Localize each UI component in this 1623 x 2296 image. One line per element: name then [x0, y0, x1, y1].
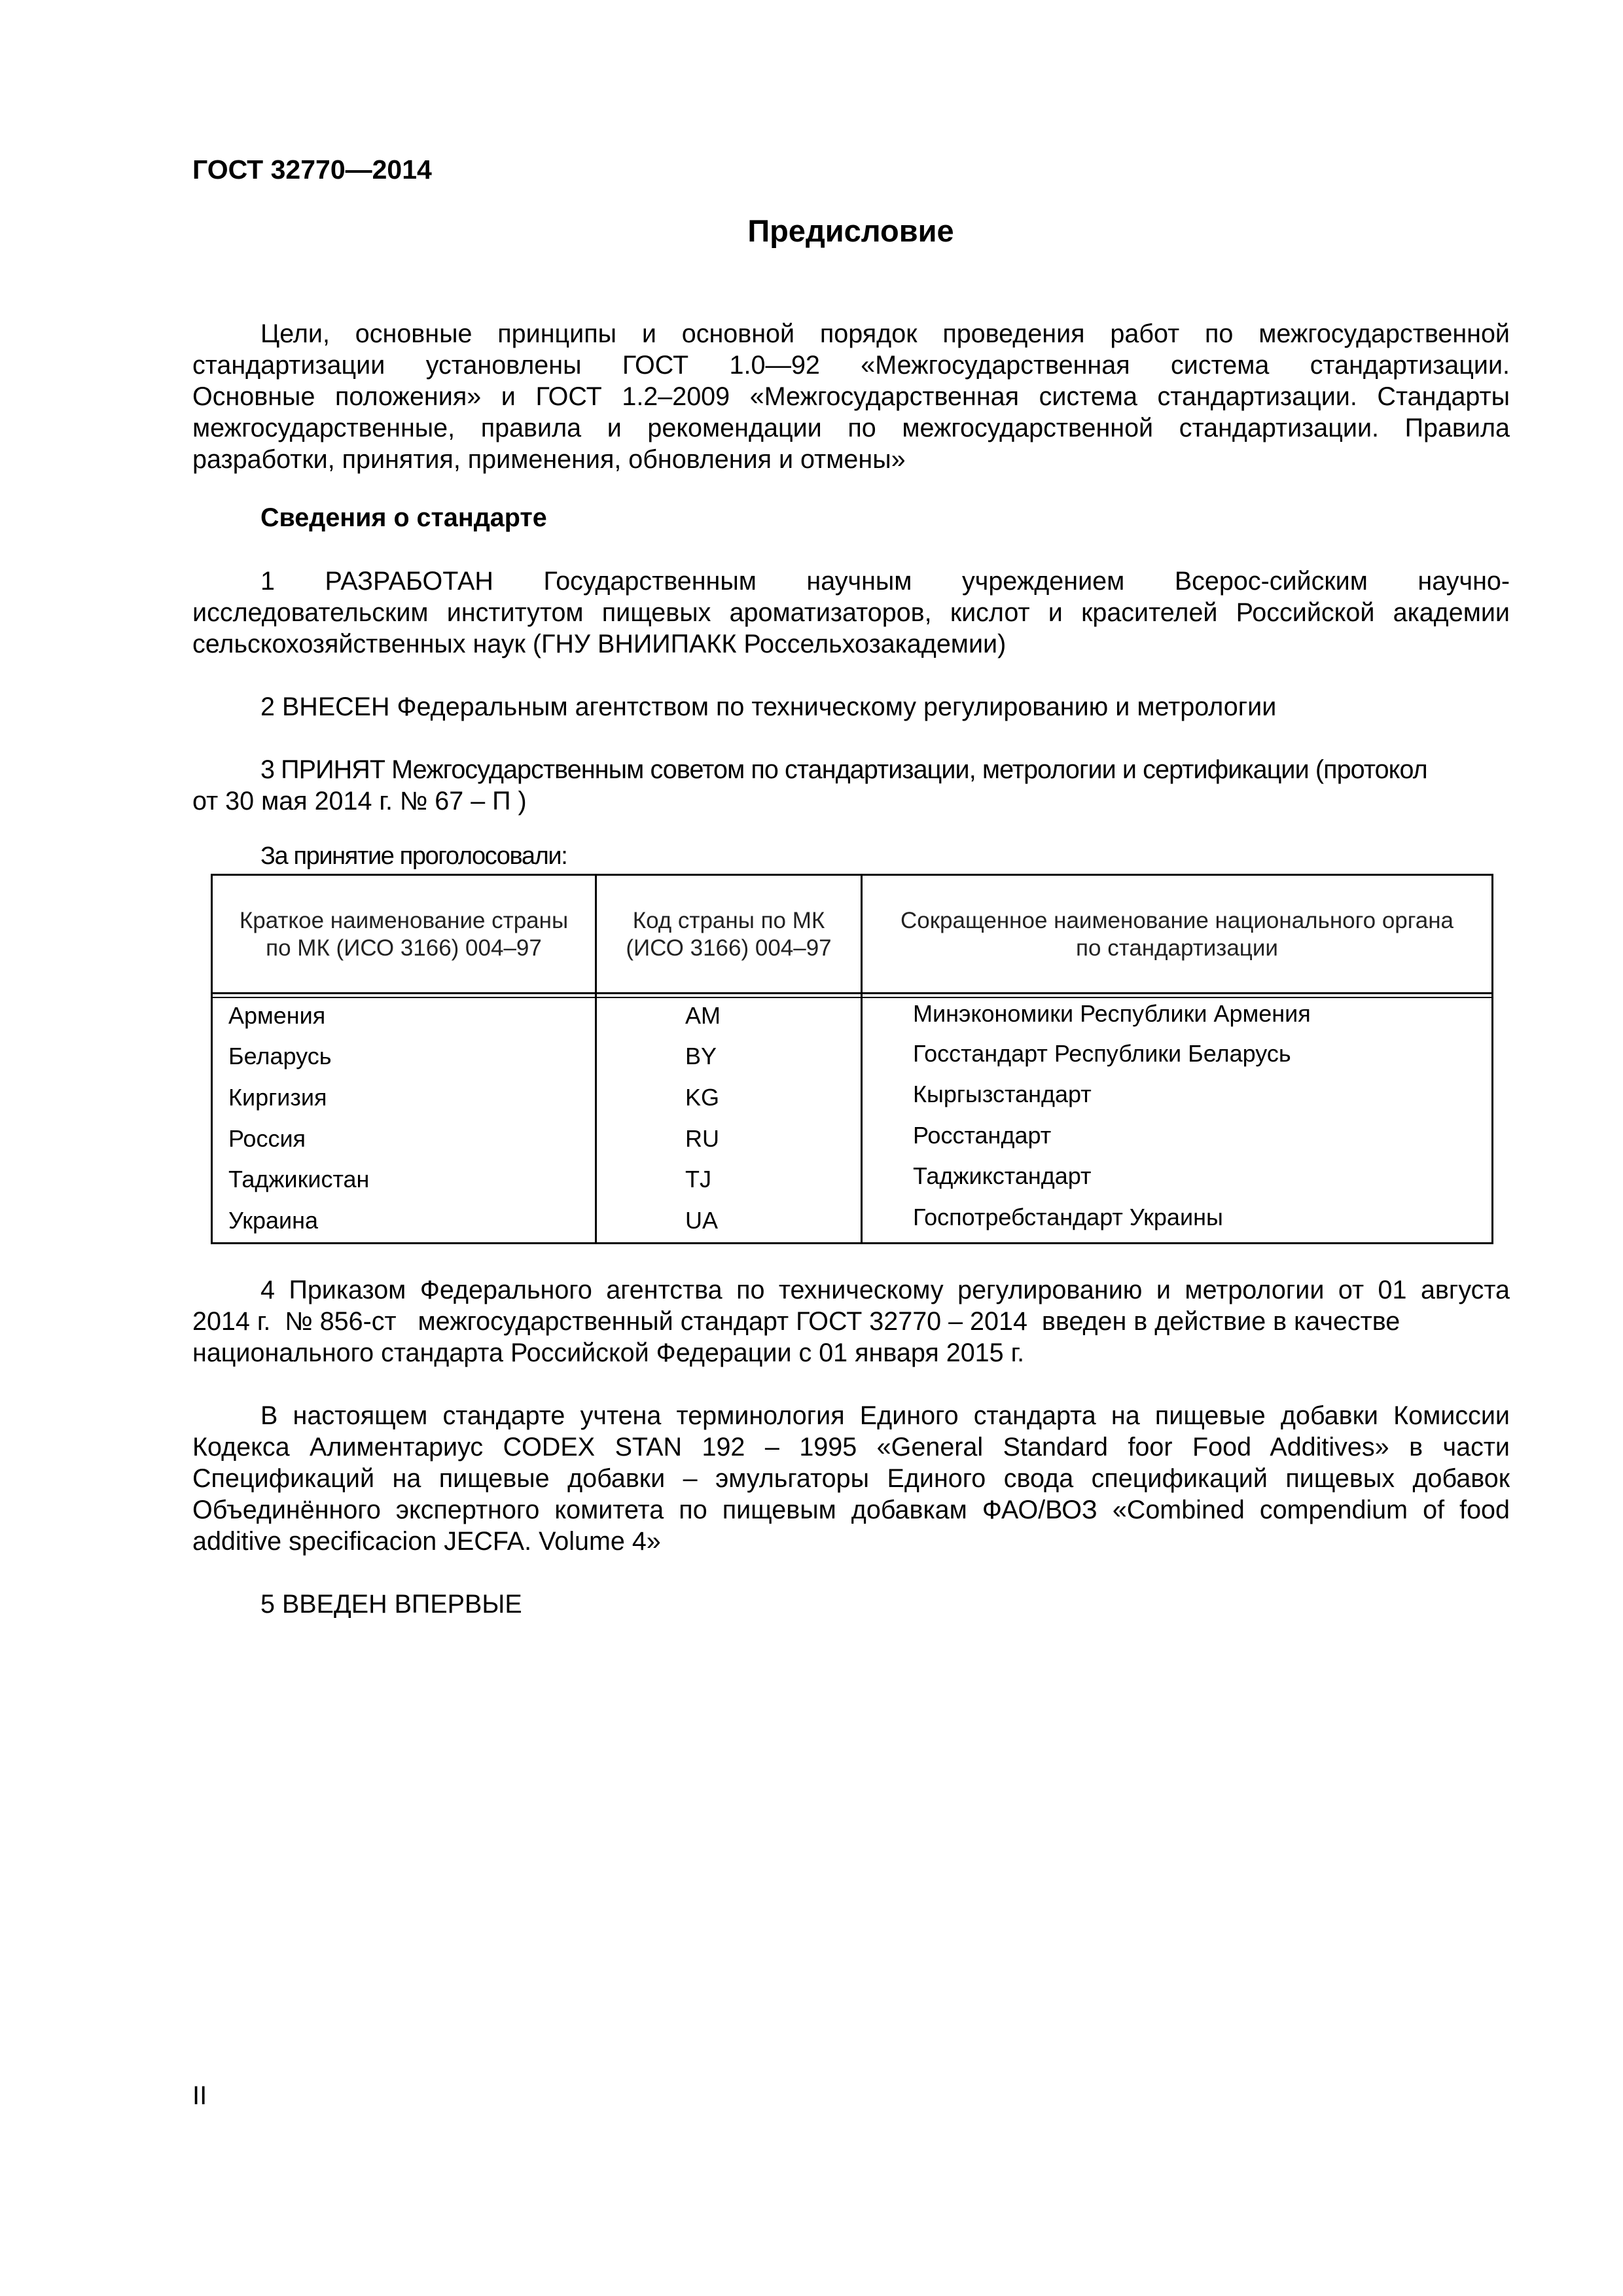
item-1-line: исследовательским институтом пищевых ароматизаторов, кислот и красителей Российской академии [192, 598, 1510, 627]
table-cell-country: Армения [228, 1002, 326, 1029]
table-caption: За принятие проголосовали: [260, 842, 567, 870]
table-cell-code: RU [685, 1125, 719, 1152]
item-3-line: от 30 мая 2014 г. № 67 – П ) [192, 787, 527, 816]
intro-line: Основные положения» и ГОСТ 1.2–2009 «Межгосударственная система стандартизации. Стандарты [192, 382, 1510, 411]
table-cell-code: UA [685, 1207, 719, 1234]
table-header-body [863, 907, 1491, 962]
table-header-text: Сокращенное наименование национального органа [900, 908, 1454, 933]
table-cell-body: Госпотребстандарт Украины [913, 1204, 1223, 1230]
table-header-code [597, 907, 861, 962]
codex-line: additive specificacion JECFA. Volume 4» [192, 1527, 661, 1556]
codex-line: Спецификаций на пищевые добавки – эмульгаторы Единого свода спецификаций пищевых добавок [192, 1464, 1510, 1493]
table-cell-body: Госстандарт Республики Беларусь [913, 1040, 1291, 1067]
item-2: 2 ВНЕСЕН Федеральным агентством по техническому регулированию и метрологии [260, 692, 1277, 721]
table-header-text: по МК (ИСО 3166) 004–97 [266, 935, 542, 961]
info-heading: Сведения о стандарте [260, 503, 547, 532]
item-5: 5 ВВЕДЕН ВПЕРВЫЕ [260, 1590, 522, 1619]
item-4-line: национального стандарта Российской Федерации с 01 января 2015 г. [192, 1338, 1025, 1367]
intro-line: межгосударственные, правила и рекомендации по межгосударственной стандартизации. Правила [192, 414, 1510, 442]
page-header: ГОСТ 32770—2014 [192, 154, 432, 185]
table-header-text: Краткое наименование страны [239, 908, 569, 933]
table-cell-country: Таджикистан [228, 1166, 370, 1193]
codex-line: Объединённого экспертного комитета по пищевым добавкам ФАО/ВОЗ «Combined compendium of food [192, 1496, 1510, 1524]
table-header-country [213, 907, 595, 962]
codex-line: Кодекса Алиментариус CODEX STAN 192 – 1995 «General Standard foor Food Additives» в части [192, 1433, 1510, 1462]
table-cell-body: Таджикстандарт [913, 1162, 1092, 1189]
table-cell-code: AM [685, 1002, 721, 1029]
intro-line: стандартизации установлены ГОСТ 1.0—92 «Межгосударственная система стандартизации. [192, 351, 1510, 380]
table-cell-body: Росстандарт [913, 1122, 1052, 1149]
table-cell-code: KG [685, 1084, 720, 1111]
table-cell-country: Киргизия [228, 1084, 327, 1111]
table-cell-body: Минэкономики Республики Армения [913, 1000, 1311, 1027]
table-cell-code: TJ [685, 1166, 711, 1193]
item-3-line: 3 ПРИНЯТ Межгосударственным советом по стандартизации, метрологии и сертификации (протокол [260, 755, 1427, 784]
item-1-line: сельскохозяйственных наук (ГНУ ВНИИПАКК Россельхозакадемии) [192, 630, 1007, 658]
table-header-text: Код страны по МК [632, 908, 825, 933]
page-number: II [192, 2081, 207, 2110]
table-cell-code: BY [685, 1043, 717, 1069]
page-title: Предисловие [747, 213, 954, 248]
table-cell-body: Кыргызстандарт [913, 1081, 1092, 1107]
member-states-table [211, 874, 1493, 1244]
table-cell-country: Беларусь [228, 1043, 332, 1069]
codex-line: В настоящем стандарте учтена терминология Единого стандарта на пищевые добавки Комиссии [260, 1401, 1510, 1430]
table-header-text: по стандартизации [1076, 935, 1278, 961]
table-cell-country: Украина [228, 1207, 319, 1234]
table-header-text: (ИСО 3166) 004–97 [626, 935, 832, 961]
intro-line: разработки, принятия, применения, обновления и отмены» [192, 445, 906, 474]
intro-line: Цели, основные принципы и основной порядок проведения работ по межгосударственной [260, 319, 1510, 348]
item-4-line: 2014 г. № 856-ст межгосударственный стандарт ГОСТ 32770 – 2014 введен в действие в качестве [192, 1307, 1400, 1336]
table-header-rule [213, 992, 1491, 998]
item-4-line: 4 Приказом Федерального агентства по техническому регулированию и метрологии от 01 августа [260, 1276, 1510, 1304]
table-cell-country: Россия [228, 1125, 306, 1152]
item-1-line: 1 РАЗРАБОТАН Государственным научным учреждением Всерос-сийским научно- [260, 567, 1510, 596]
